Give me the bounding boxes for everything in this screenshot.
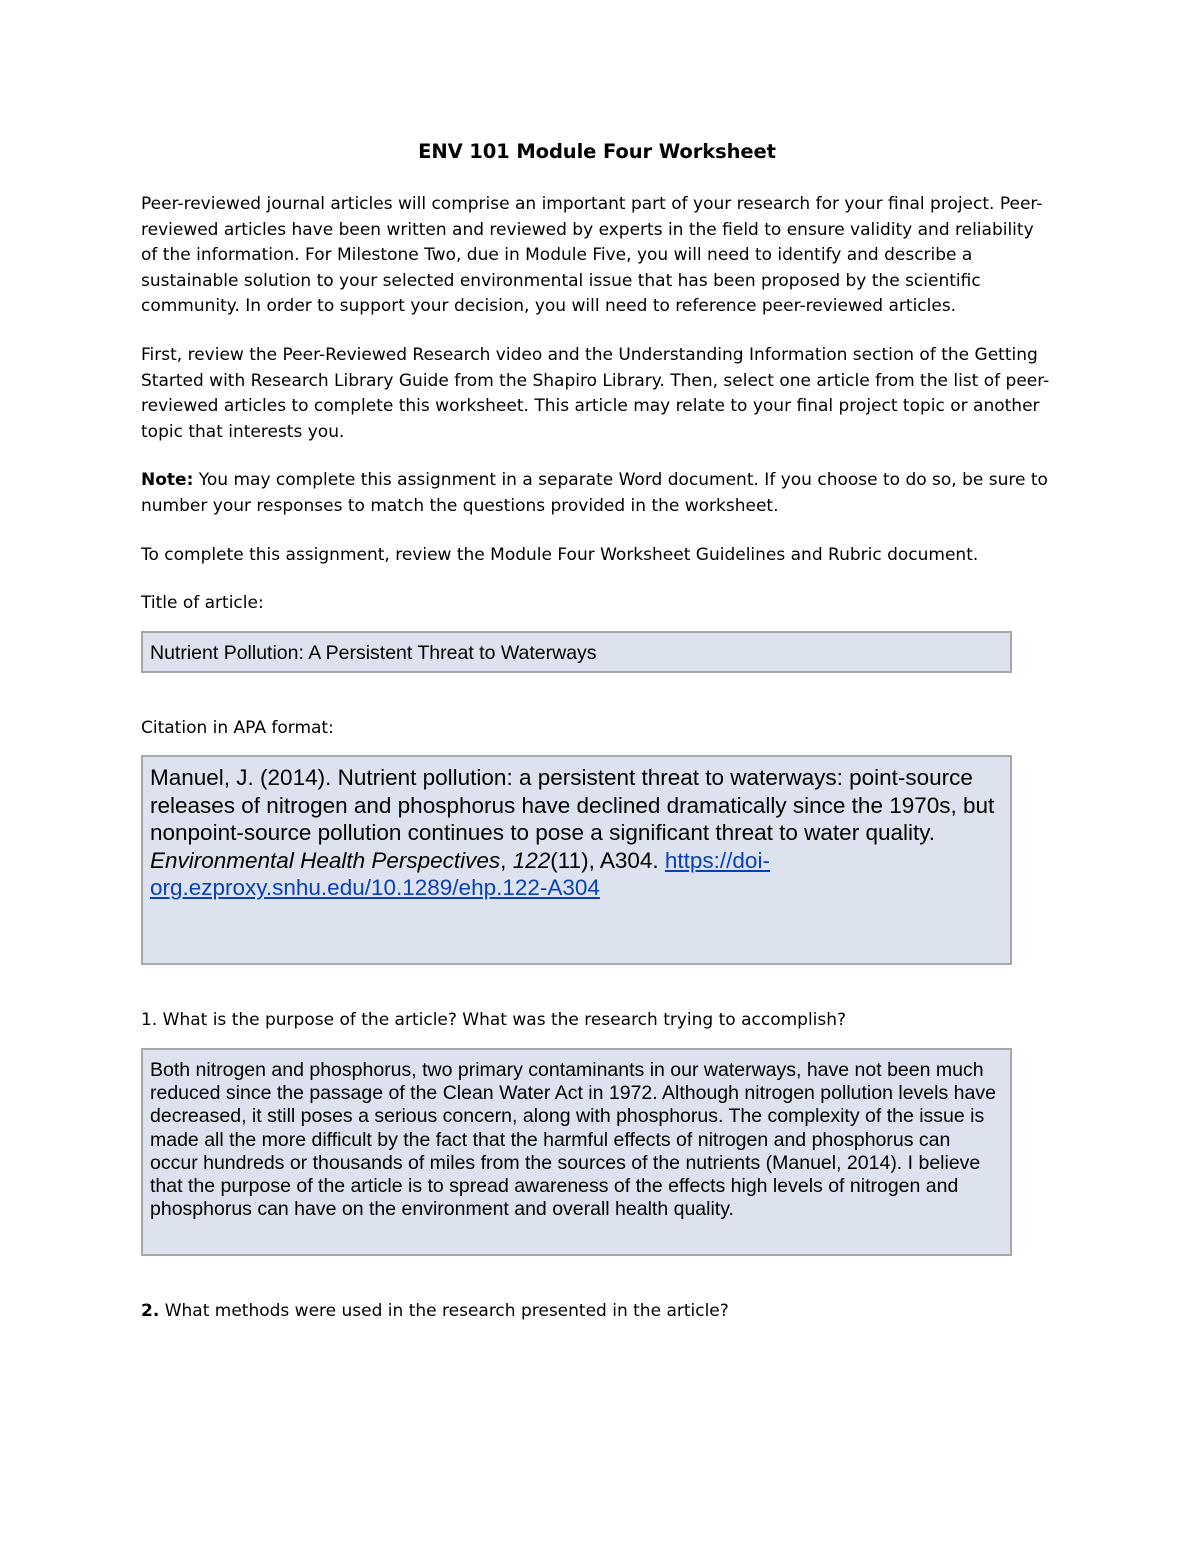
answer-1-field[interactable]: [141, 1048, 1012, 1256]
complete-paragraph: To complete this assignment, review the Module Four Worksheet Guidelines and Rubric document.: [141, 544, 979, 565]
citation-text: Manuel, J. (2014). Nutrient pollution: a persistent threat to waterways: point-source releases of nitrogen and phosphorus have declined dramatically since the 1970s, but nonpoint-source pollution continues to pose a significant threat to water quality.: [150, 765, 995, 846]
citation-volume: 122: [512, 847, 551, 873]
title-label: Title of article:: [141, 593, 264, 614]
answer-1-text: Both nitrogen and phosphorus, two primary contaminants in our waterways, have not been much reduced since the passage of the Clean Water Act in 1972. Although nitrogen pollution levels have decreased, it still poses a serious concern, along with phosphorus. The complexity of the issue is made all the more difficult by the fact that the harmful effects of nitrogen and phosphorus can occur hundreds or thousands of miles from the sources of the nutrients (Manuel, 2014). I believe that the purpose of the article is to spread awareness of the effects high levels of nitrogen and phosphorus can have on the environment and overall health quality.: [150, 1058, 996, 1221]
citation-comma: ,: [500, 847, 513, 873]
document-title: ENV 101 Module Four Worksheet: [418, 140, 776, 163]
question-2-text: What methods were used in the research presented in the article?: [159, 1300, 729, 1321]
citation-field[interactable]: [141, 755, 1012, 965]
question-1-text: What is the purpose of the article? What was the research trying to accomplish?: [157, 1010, 847, 1031]
article-title-value: Nutrient Pollution: A Persistent Threat to Waterways: [150, 641, 597, 664]
citation-label: Citation in APA format:: [141, 717, 334, 738]
note-paragraph: [141, 468, 1053, 519]
citation-issue-pages: (11), A304.: [550, 847, 665, 873]
worksheet-content: [141, 137, 1053, 1339]
question-1-number: 1.: [141, 1010, 158, 1031]
question-2: [141, 1299, 1053, 1325]
article-title-field[interactable]: [141, 631, 1012, 673]
note-text: You may complete this assignment in a separate Word document. If you choose to do so, be sure to number your responses to match the questions provided in the worksheet.: [141, 470, 1048, 516]
question-2-number: 2.: [141, 1300, 160, 1321]
citation-journal: Environmental Health Perspectives: [150, 847, 501, 873]
question-1: [141, 1008, 1053, 1034]
intro-paragraph: Peer-reviewed journal articles will comprise an important part of your research for your final project. Peer-reviewed articles have been written and reviewed by experts in the field to ensure validity and reliability of the information. For Milestone Two, due in Module Five, you will need to identify and describe a sustainable solution to your selected environmental issue that has been proposed by the scientific community. In order to support your decision, you will need to reference peer-reviewed articles.: [141, 194, 1043, 317]
note-label: Note:: [141, 470, 194, 491]
instructions-paragraph: First, review the Peer-Reviewed Research video and the Understanding Information section of the Getting Started with Research Library Guide from the Shapiro Library. Then, select one article from the list of peer-reviewed articles to complete this worksheet. This article may relate to your final project topic or another topic that interests you.: [141, 344, 1050, 442]
citation-doi-link[interactable]: https://doi-org.ezproxy.snhu.edu/10.1289/ehp.122-A304: [150, 847, 770, 901]
